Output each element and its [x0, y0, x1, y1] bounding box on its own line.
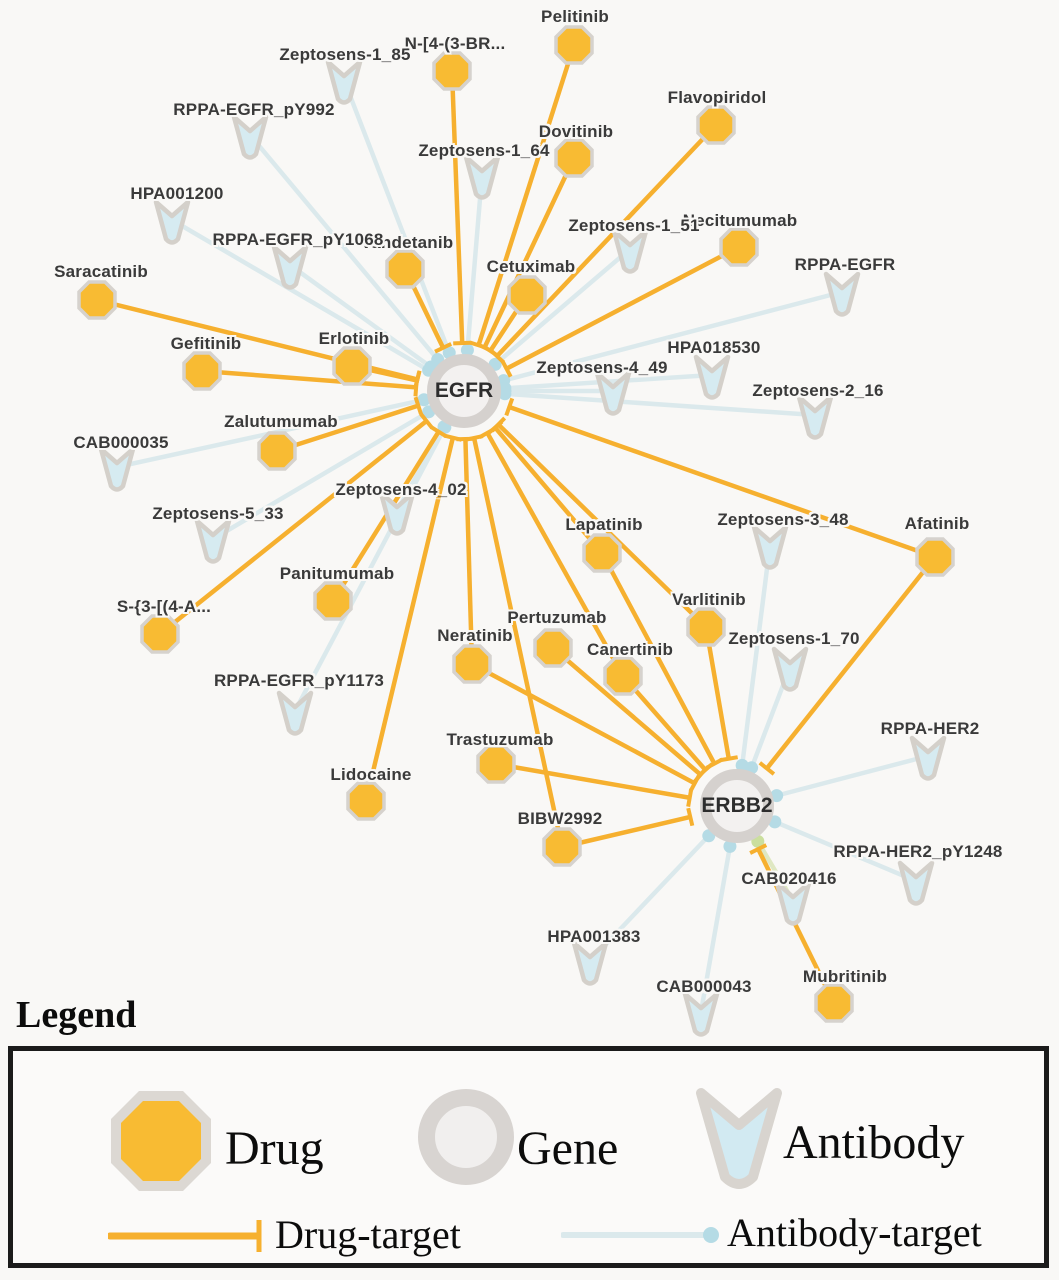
antibody-chevron-icon	[279, 693, 311, 734]
antibody-node-z2_16[interactable]	[795, 393, 835, 441]
antibody-chevron-icon	[466, 157, 498, 198]
afatinib-label: Afatinib	[904, 514, 970, 533]
drug-octagon-icon	[315, 583, 351, 619]
hpa001200-label: HPA001200	[130, 184, 224, 203]
antibody-chevron-icon	[597, 373, 629, 414]
drug-edge-tee-head	[453, 343, 471, 344]
pertuzumab-label: Pertuzumab	[507, 608, 607, 627]
antibody-chevron-icon	[774, 649, 806, 690]
cetuximab-label: Cetuximab	[486, 257, 576, 276]
vandetanib-label: Vandetanib	[360, 233, 454, 252]
antibody-legend-icon	[693, 1085, 785, 1191]
n4_3br-label: N-[4-(3-BR...	[404, 34, 506, 53]
antibody-chevron-icon	[912, 738, 944, 779]
necitumumab-label: Necitumumab	[682, 211, 798, 230]
drug-node-s3_4a[interactable]	[140, 614, 180, 654]
antibody-node-z4_02[interactable]	[377, 489, 417, 537]
cab020416-label: CAB020416	[741, 869, 837, 888]
antibody-chevron-icon	[685, 994, 717, 1035]
drug-octagon-icon	[184, 353, 220, 389]
drug-edge-tee-head	[506, 398, 512, 415]
drug-node-pertuzumab[interactable]	[533, 628, 573, 668]
saracatinib-label: Saracatinib	[54, 262, 148, 281]
drug-node-zalutumumab[interactable]	[257, 431, 297, 471]
drug-node-vandetanib[interactable]	[385, 249, 425, 289]
drug-node-trastuzumab[interactable]	[476, 744, 516, 784]
gene-node-egfr[interactable]	[427, 354, 501, 428]
pelitinib-label: Pelitinib	[541, 7, 609, 26]
drug-node-neratinib[interactable]	[452, 644, 492, 684]
drug-octagon-icon	[509, 277, 545, 313]
z4_02-label: Zeptosens-4_02	[335, 480, 467, 499]
lapatinib-label: Lapatinib	[565, 515, 643, 534]
drug-edge-tee-head	[720, 757, 738, 760]
drug-octagon-icon	[434, 53, 470, 89]
antibody-target-edge	[467, 175, 482, 350]
drug-node-n4_3br[interactable]	[432, 51, 472, 91]
antibody-node-cab000043[interactable]	[681, 990, 721, 1038]
antibody-node-hpa001383[interactable]	[570, 939, 610, 987]
z1_70-label: Zeptosens-1_70	[728, 629, 860, 648]
drug-octagon-icon	[556, 140, 592, 176]
legend-drug-label: Drug	[225, 1122, 324, 1175]
drug-node-erlotinib[interactable]	[332, 346, 372, 386]
egfr-gene-label: EGFR	[434, 379, 494, 402]
antibody-node-z4_49[interactable]	[593, 369, 633, 417]
drug-node-panitumumab[interactable]	[313, 581, 353, 621]
antibody-node-z1_51[interactable]	[610, 227, 650, 275]
zalutumumab-label: Zalutumumab	[224, 412, 338, 431]
drug-target-edge	[497, 125, 716, 356]
cab000035-label: CAB000035	[73, 433, 169, 452]
z3_48-label: Zeptosens-3_48	[717, 510, 849, 529]
z2_16-label: Zeptosens-2_16	[752, 381, 884, 400]
antibody-target-edge	[701, 846, 730, 1012]
antibody-chevron-icon	[101, 449, 133, 490]
lidocaine-label: Lidocaine	[330, 765, 412, 784]
antibody-node-rppa_egfr_py1068[interactable]	[270, 243, 310, 291]
drug-octagon-icon	[688, 609, 724, 645]
legend-title: Legend	[16, 994, 137, 1036]
mubritinib-label: Mubritinib	[802, 967, 888, 986]
rppa_egfr-label: RPPA-EGFR	[794, 255, 896, 274]
antibody-chevron-icon	[197, 521, 229, 562]
rppa_egfr_py1173-label: RPPA-EGFR_pY1173	[213, 671, 385, 690]
legend-antibody-label: Antibody	[783, 1116, 965, 1169]
antibody-chevron-icon	[754, 527, 786, 568]
drug-node-cetuximab[interactable]	[507, 275, 547, 315]
antibody-chevron-icon	[234, 117, 266, 158]
antibody-chevron-icon	[614, 231, 646, 272]
trastuzumab-label: Trastuzumab	[446, 730, 554, 749]
antibody-node-cab020416[interactable]	[773, 879, 813, 927]
drug-octagon-icon	[387, 251, 423, 287]
antibody-node-rppa_her2_py1248[interactable]	[896, 859, 936, 907]
drug-target-edge	[498, 425, 706, 627]
drug-octagon-icon	[584, 535, 620, 571]
drug-node-bibw2992[interactable]	[542, 827, 582, 867]
antibody-node-rppa_egfr[interactable]	[822, 270, 862, 318]
drug-node-dovitinib[interactable]	[554, 138, 594, 178]
drug-octagon-icon	[478, 746, 514, 782]
rppa_her2_py1248-label: RPPA-HER2_pY1248	[833, 842, 1003, 861]
legend-antibody-target-label: Antibody-target	[727, 1210, 982, 1255]
drug-node-canertinib[interactable]	[603, 656, 643, 696]
antibody-node-cab000035[interactable]	[97, 445, 137, 493]
drug-edge-tee-head	[465, 436, 483, 440]
antibody-target-legend-line	[561, 1219, 731, 1251]
antibody-node-rppa_egfr_py1173[interactable]	[275, 689, 315, 737]
drug-target-edge	[509, 407, 935, 557]
neratinib-label: Neratinib	[437, 626, 513, 645]
drug-edge-tee-head	[688, 789, 691, 807]
antibody-chevron-icon	[696, 357, 728, 398]
rppa_egfr_py992-label: RPPA-EGFR_pY992	[173, 100, 335, 119]
drug-node-saracatinib[interactable]	[77, 280, 117, 320]
z4_49-label: Zeptosens-4_49	[536, 358, 668, 377]
drug-octagon-icon	[816, 985, 852, 1021]
antibody-node-rppa_her2[interactable]	[908, 734, 948, 782]
drug-node-lapatinib[interactable]	[582, 533, 622, 573]
varlitinib-label: Varlitinib	[672, 590, 746, 609]
cab000043-label: CAB000043	[656, 977, 752, 996]
drug-octagon-icon	[142, 616, 178, 652]
drug-octagon-icon	[544, 829, 580, 865]
erbb2-gene-label: ERBB2	[701, 794, 773, 817]
antibody-target-edge	[504, 292, 842, 381]
drug-node-pelitinib[interactable]	[554, 25, 594, 65]
canertinib-label: Canertinib	[586, 640, 674, 659]
drug-octagon-icon	[917, 539, 953, 575]
hpa018530-label: HPA018530	[667, 338, 761, 357]
drug-target-edge	[452, 71, 462, 343]
legend-box	[8, 1046, 1049, 1268]
antibody-target-edge	[777, 756, 928, 796]
antibody-chevron-icon	[328, 62, 360, 103]
z1_51-label: Zeptosens-1_51	[568, 216, 700, 235]
drug-octagon-icon	[259, 433, 295, 469]
antibody-node-z1_85[interactable]	[324, 58, 364, 106]
antibody-chevron-icon	[777, 883, 809, 924]
drug-node-necitumumab[interactable]	[719, 227, 759, 267]
drug-octagon-icon	[721, 229, 757, 265]
z5_33-label: Zeptosens-5_33	[152, 504, 284, 523]
antibody-node-hpa018530[interactable]	[692, 353, 732, 401]
drug-node-flavopiridol[interactable]	[696, 105, 736, 145]
drug-octagon-icon	[79, 282, 115, 318]
drug-edge-tee-head	[688, 808, 692, 826]
drug-node-varlitinib[interactable]	[686, 607, 726, 647]
drug-node-lidocaine[interactable]	[346, 781, 386, 821]
legend-drug-target-label: Drug-target	[275, 1212, 461, 1257]
antibody-chevron-icon	[156, 202, 188, 243]
drug-legend-icon	[109, 1089, 213, 1193]
drug-octagon-icon	[605, 658, 641, 694]
s3_4a-label: S-{3-[(4-A...	[116, 597, 212, 616]
antibody-chevron-icon	[799, 397, 831, 438]
antibody-node-z3_48[interactable]	[750, 523, 790, 571]
drug-octagon-icon	[454, 646, 490, 682]
antibody-chevron-icon	[274, 247, 306, 288]
drug-edge-tee-head	[415, 372, 419, 390]
drug-octagon-icon	[334, 348, 370, 384]
antibody-node-z5_33[interactable]	[193, 517, 233, 565]
antibody-node-hpa001200[interactable]	[152, 198, 192, 246]
dovitinib-label: Dovitinib	[538, 122, 614, 141]
antibody-node-rppa_egfr_py992[interactable]	[230, 113, 270, 161]
drug-octagon-icon	[556, 27, 592, 63]
drug-octagon-icon	[535, 630, 571, 666]
antibody-chevron-icon	[381, 493, 413, 534]
drug-octagon-icon	[698, 107, 734, 143]
z1_64-label: Zeptosens-1_64	[418, 141, 550, 160]
gefitinib-label: Gefitinib	[170, 334, 242, 353]
panitumumab-label: Panitumumab	[279, 564, 395, 583]
drug-node-afatinib[interactable]	[915, 537, 955, 577]
antibody-target-edge	[505, 394, 815, 415]
drug-node-gefitinib[interactable]	[182, 351, 222, 391]
legend-gene-label: Gene	[517, 1122, 619, 1175]
drug-node-mubritinib[interactable]	[814, 983, 854, 1023]
antibody-chevron-icon	[826, 274, 858, 315]
antibody-chevron-icon	[900, 863, 932, 904]
gene-node-erbb2[interactable]	[700, 769, 774, 843]
antibody-target-edge	[775, 822, 916, 881]
gene-legend-icon	[418, 1089, 514, 1185]
rppa_egfr_py1068-label: RPPA-EGFR_pY1068	[212, 230, 384, 249]
flavopiridol-label: Flavopiridol	[667, 88, 767, 107]
erlotinib-label: Erlotinib	[318, 329, 390, 348]
bibw2992-label: BIBW2992	[517, 809, 603, 828]
rppa_her2-label: RPPA-HER2	[880, 719, 980, 738]
drug-target-edge	[465, 439, 472, 664]
z1_85-label: Zeptosens-1_85	[279, 45, 411, 64]
hpa001383-label: HPA001383	[547, 927, 641, 946]
antibody-node-z1_64[interactable]	[462, 153, 502, 201]
antibody-node-z1_70[interactable]	[770, 645, 810, 693]
antibody-chevron-icon	[574, 943, 606, 984]
drug-target-legend-line	[108, 1216, 278, 1256]
drug-octagon-icon	[348, 783, 384, 819]
drug-target-edge	[496, 764, 690, 798]
